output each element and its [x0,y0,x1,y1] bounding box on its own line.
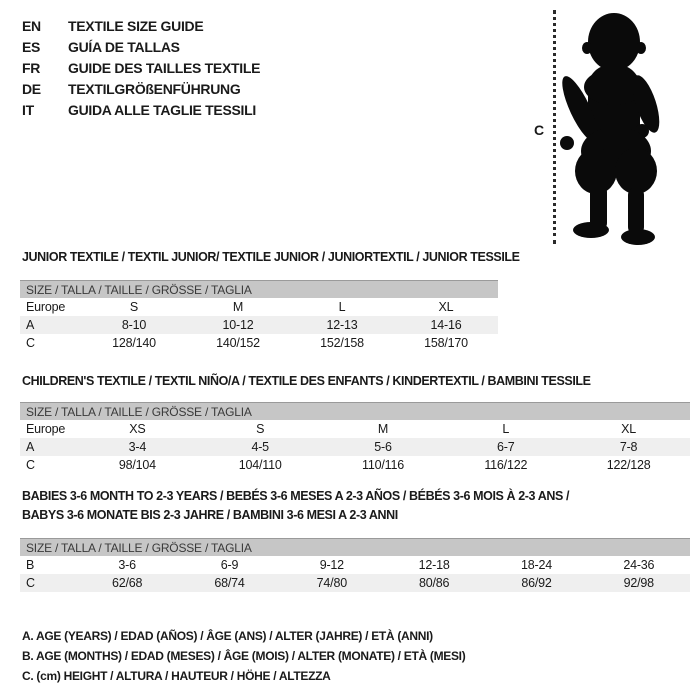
table-row-europe [20,420,690,438]
size-value: S [256,422,265,436]
height-value: 86/92 [521,576,552,590]
language-code: IT [22,101,34,118]
language-title: TEXTILGRÖßENFÜHRUNG [68,80,241,97]
size-header-bar: SIZE / TALLA / TAILLE / GRÖSSE / TAGLIA [20,280,498,298]
age-value: 5-6 [374,440,392,454]
age-value: 6-7 [497,440,515,454]
size-value: XS [129,422,146,436]
toddler-silhouette-icon [558,9,672,247]
children-section-title: CHILDREN'S TEXTILE / TEXTIL NIÑO/A / TEXTILE DES ENFANTS / KINDERTEXTIL / BAMBINI TESSILE [22,374,591,388]
age-value: 12-13 [326,318,358,332]
size-value: XL [438,300,454,314]
size-value: XL [621,422,637,436]
table-row-europe [20,298,498,316]
table-row-height [20,456,690,474]
row-label: A [26,440,35,454]
height-measure-label: C [534,122,545,138]
height-value: 74/80 [316,576,347,590]
row-label: B [26,558,35,572]
size-value: M [377,422,389,436]
age-value: 8-10 [121,318,147,332]
height-value: 158/170 [424,336,468,350]
table-row-age-months [20,556,690,574]
table-row-age [20,438,690,456]
language-row-it [22,99,260,120]
age-value: 12-18 [418,558,450,572]
children-size-table [20,402,690,474]
size-value: L [502,422,510,436]
junior-size-table [20,280,498,352]
height-value: 104/110 [238,458,282,472]
language-row-en [22,15,260,36]
height-value: 110/116 [362,458,404,472]
language-title: GUIDE DES TAILLES TEXTILE [68,59,261,76]
size-header-bar: SIZE / TALLA / TAILLE / GRÖSSE / TAGLIA [20,402,690,420]
table-row-height [20,334,498,352]
height-value: 140/152 [216,336,260,350]
age-value: 6-9 [220,558,239,572]
language-row-de [22,78,260,99]
age-value: 24-36 [623,558,655,572]
height-value: 92/98 [623,576,654,590]
language-list [22,15,260,120]
size-value: S [129,300,139,314]
row-label: A [26,318,35,332]
table-row-height [20,574,690,592]
height-value: 116/122 [484,458,528,472]
row-label: C [26,576,35,590]
height-value: 68/74 [214,576,245,590]
babies-size-table [20,538,690,592]
age-value: 10-12 [222,318,254,332]
age-value: 14-16 [430,318,462,332]
note-age-years: A. AGE (YEARS) / EDAD (AÑOS) / ÂGE (ANS) / ALTER (JAHRE) / ETÀ (ANNI) [22,629,433,643]
junior-section-title: JUNIOR TEXTILE / TEXTIL JUNIOR/ TEXTILE JUNIOR / JUNIORTEXTIL / JUNIOR TESSILE [22,250,520,264]
height-value: 128/140 [112,336,156,350]
height-dotted-line [553,10,556,244]
language-code: ES [22,38,41,55]
height-value: 80/86 [419,576,450,590]
table-row-age [20,316,498,334]
language-code: FR [22,59,41,76]
height-value: 62/68 [112,576,143,590]
legend-notes [22,626,465,686]
babies-section-title: BABIES 3-6 MONTH TO 2-3 YEARS / BEBÉS 3-6 MESES A 2-3 AÑOS / BÉBÉS 3-6 MOIS À 2-3 ANS / BABYS 3-6 MONATE BIS 2-3 JAHRE / BAMBINI 3-6 MESI A 2-3 ANNI [22,489,570,522]
age-value: 18-24 [520,558,552,572]
language-row-fr [22,57,260,78]
row-label: C [26,336,35,350]
size-value: M [232,300,244,314]
row-label: Europe [26,422,66,436]
age-value: 7-8 [619,440,638,454]
height-value: 98/104 [118,458,156,472]
height-value: 122/128 [606,458,651,472]
language-title: GUÍA DE TALLAS [68,38,180,55]
note-height-cm: C. (cm) HEIGHT / ALTURA / HAUTEUR / HÖHE / ALTEZZA [22,669,331,683]
language-code: DE [22,80,41,97]
height-value: 152/158 [320,336,364,350]
language-row-es [22,36,260,57]
language-title: GUIDA ALLE TAGLIE TESSILI [68,101,256,118]
row-label: Europe [26,300,66,314]
age-value: 4-5 [251,440,269,454]
row-label: C [26,458,35,472]
size-header-bar: SIZE / TALLA / TAILLE / GRÖSSE / TAGLIA [20,538,690,556]
age-value: 3-4 [128,440,147,454]
note-age-months: B. AGE (MONTHS) / EDAD (MESES) / ÂGE (MOIS) / ALTER (MONATE) / ETÀ (MESI) [22,649,466,663]
age-value: 3-6 [118,558,136,572]
size-value: L [338,300,346,314]
language-code: EN [22,17,41,34]
language-title: TEXTILE SIZE GUIDE [68,17,204,34]
age-value: 9-12 [319,558,344,572]
